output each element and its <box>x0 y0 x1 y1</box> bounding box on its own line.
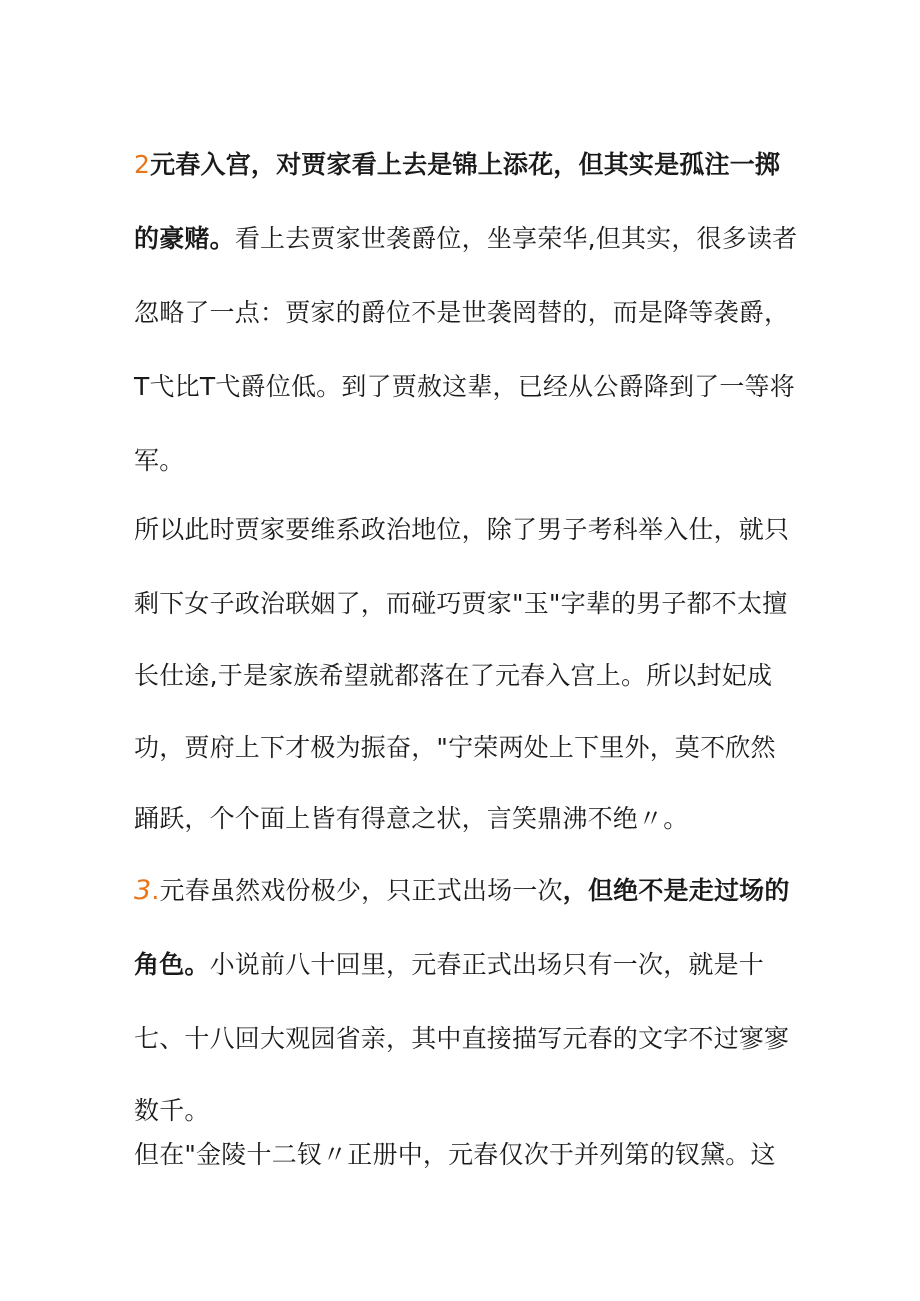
paragraph-5-line-1 <box>134 1137 776 1173</box>
line-text: 剩下女子政治联姻了，而碰巧贾家"玉"字辈的男子都不太擅 <box>134 589 788 618</box>
paragraph-2-line-2 <box>134 221 797 257</box>
paragraph-4-line-2 <box>134 947 764 983</box>
line-text: 看上去贾家世袭爵位，坐享荣华,但其实，很多读者 <box>234 224 798 253</box>
paragraph-3-line-4 <box>134 730 776 766</box>
line-text: 七、十八回大观园省亲，其中直接描写元春的文字不过寥寥 <box>134 1024 790 1053</box>
line-text: 忽略了一点：贾家的爵位不是世袭罔替的，而是降等袭爵， <box>134 298 790 327</box>
paragraph-4-line-4 <box>134 1093 210 1129</box>
paragraph-2-line-1 <box>134 147 780 183</box>
paragraph-3-line-3 <box>134 658 772 694</box>
line-text: T弋比T弋爵位低。到了贾赦这辈，已经从公爵降到了一等将 <box>134 372 795 401</box>
paragraph-2-line-3 <box>134 295 789 331</box>
line-text: 元春虽然戏份极少，只正式出场一次 <box>159 876 563 905</box>
bold-phrase: ，但绝不是走过场的 <box>562 876 790 905</box>
line-text: 小说前八十回里，元春正式出场只有一次，就是十 <box>209 950 765 979</box>
paragraph-3-line-2 <box>134 586 787 622</box>
item-number-dot: . <box>151 876 160 905</box>
item-number-2: 2 <box>134 150 151 179</box>
line-text: 元春入宫，对贾家看上去是锦上添花，但其实是孤注一掷 <box>150 150 781 179</box>
paragraph-2-line-5 <box>134 443 184 479</box>
line-text: 所以此时贾家要维系政治地位，除了男子考科举入仕，就只 <box>134 515 790 544</box>
item-number-3: 3 <box>134 875 152 906</box>
line-text: 功，贾府上下才极为振奋，"宁荣两处上下里外，莫不欣然 <box>134 733 776 762</box>
line-text: 但在"金陵十二钗〃正册中，元春仅次于并列第的钗黛。这 <box>134 1140 776 1169</box>
paragraph-3-line-1 <box>134 512 789 548</box>
paragraph-3-line-5 <box>134 801 688 837</box>
line-text: 长仕途,于是家族希望就都落在了元春入宫上。所以封妃成 <box>134 661 773 690</box>
line-text: 数千。 <box>134 1096 210 1125</box>
bold-phrase: 的豪赌。 <box>134 224 235 253</box>
line-text: 踊跃，个个面上皆有得意之状，言笑鼎沸不绝〃。 <box>134 804 689 833</box>
paragraph-4-line-3 <box>134 1021 789 1057</box>
line-text: 军。 <box>134 446 185 475</box>
paragraph-4-line-1 <box>134 873 790 909</box>
paragraph-2-line-4 <box>134 369 795 405</box>
bold-phrase: 角色。 <box>134 950 210 979</box>
